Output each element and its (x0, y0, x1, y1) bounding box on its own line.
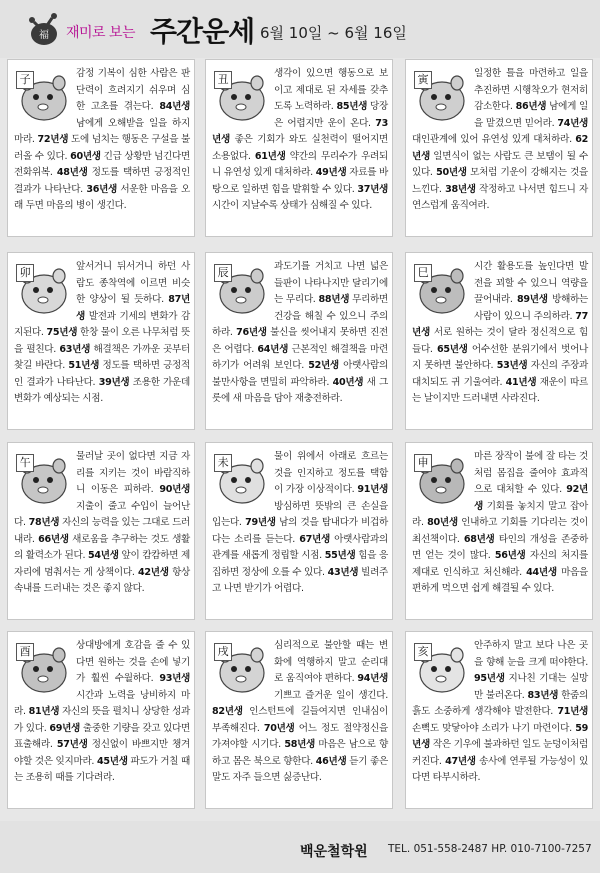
fortune-body: 심리적으로 불안할 때는 변화에 역행하지 말고 순리대로 움직여야 편하다. 94년생 기쁘고 즐거운 일이 생긴다. 82년생 인스턴트에 길들여지면 인내심이 부족해진다. 70년생 어느 정도 절약정신을 가져야할 시기다. 58년생 마음은 남으로 향하고 몸은 북으로 향한다. 46년생 듣기 좋은 말도 자주 들으면 싫증난다. (212, 640, 388, 783)
fortune-card (205, 252, 393, 430)
fortune-body: 마른 장작이 불에 잘 타는 것처럼 몸집을 줄여야 효과적으로 대처할 수 있다. 92년생 기회를 놓치지 말고 잡아라. 80년생 인내하고 기회를 기다리는 것이 최선책이다. 68년생 타인의 개성을 존중하면 얻는 것이 많다. 56년생 자신의 처지를 제대로 인식하고 처신해라. 44년생 마음을 편하게 먹으면 쉽게 해결될 수 있다. (412, 451, 589, 594)
dog-icon (212, 641, 268, 697)
horse-icon (14, 452, 70, 508)
zodiac-sign-label: 卯 (16, 264, 34, 282)
fortune-text (412, 66, 588, 215)
fortune-text (14, 638, 190, 787)
fortune-text (412, 449, 588, 598)
fortune-text (14, 259, 190, 408)
zodiac-sign-label: 午 (16, 454, 34, 472)
snake-icon (412, 262, 468, 318)
fortune-card (405, 442, 593, 620)
zodiac-sign-label: 寅 (414, 71, 432, 89)
tiger-icon (412, 69, 468, 125)
fortune-card (205, 442, 393, 620)
header-subtitle: 재미로 보는 (66, 25, 136, 41)
zodiac-sign-label: 辰 (214, 264, 232, 282)
ox-icon (212, 69, 268, 125)
date-range: 6월 10일 ~ 6월 16일 (260, 24, 407, 42)
fortune-body: 생각이 있으면 행동으로 보이고 제대로 된 자세를 갖추도록 노력하라. 85년생 당장은 어렵지만 운이 온다. 73년생 좋은 기회가 와도 실천력이 떨어지면 소용없다. 61년생 약간의 무리수가 우려되니 유연성 있게 대처하라. 49년생 자료를 바탕으로 일하면 힘을 발휘할 수 있다. 37년생 시간이 지날수록 상태가 심해질 수 있다. (212, 68, 388, 211)
fortune-text (212, 66, 388, 215)
fortune-body: 과도기를 거치고 나면 넓은 들판이 나타나지만 달리기에는 무리다. 88년생 무리하면 건강을 해칠 수 있으니 주의하라. 76년생 불신을 씻어내지 못하면 진전은 어렵다. 64년생 근본적인 해결책을 마련하기가 어려워 보인다. 52년생 아랫사람의 불만사항을 면밀히 파악하라. 40년생 새 그릇에 새 마음을 담아 재충전하라. (212, 261, 389, 404)
zodiac-sign-label: 未 (214, 454, 232, 472)
fortune-text (412, 638, 588, 787)
dragon-icon (212, 262, 268, 318)
fortune-body: 시간 활용도를 높인다면 발전을 꾀할 수 있으니 역량을 끌어내라. 89년생 방해하는 사람이 있으니 주의하라. 77년생 서로 원하는 것이 달라 정신적으로 힘들다. 65년생 어수선한 분위기에서 벗어나지 못하면 불안하다. 53년생 자신의 주장과 대치되도 귀 기울여라. 41년생 재운이 따르는 날이지만 드러내면 사라진다. (412, 261, 589, 404)
fortune-text (212, 638, 388, 787)
publisher-contact: TEL. 051-558-2487 HP. 010-7100-7257 (388, 843, 592, 855)
fortune-card (7, 252, 195, 430)
fortune-text (14, 449, 190, 598)
publisher-name: 백운철학원 (300, 844, 368, 860)
zodiac-grid (7, 59, 593, 821)
fortune-card (405, 631, 593, 809)
svg-text:福: 福 (39, 30, 49, 41)
fortune-card (405, 59, 593, 237)
fortune-card (7, 59, 195, 237)
zodiac-sign-label: 丑 (214, 71, 232, 89)
fortune-text (212, 259, 388, 408)
fortune-text (14, 66, 190, 215)
rooster-icon (14, 641, 70, 697)
zodiac-sign-label: 亥 (414, 643, 432, 661)
pig-icon (412, 641, 468, 697)
zodiac-sign-label: 酉 (16, 643, 34, 661)
fortune-text (412, 259, 588, 408)
zodiac-sign-label: 戌 (214, 643, 232, 661)
sheep-icon (212, 452, 268, 508)
zodiac-sign-label: 巳 (414, 264, 432, 282)
fortune-card (205, 631, 393, 809)
rat-icon (14, 69, 70, 125)
fortune-body: 상대방에게 호감을 줄 수 있다면 원하는 것을 손에 넣기가 훨씬 수월하다. 93년생 시간과 노력을 낭비하지 마라. 81년생 자신의 뜻을 펼치니 상당한 성과가 있다. 69년생 출중한 기량을 갖고 있다면 표출해라. 57년생 정신없이 바쁘지만 챙겨야할 것은 잊지마라. 45년생 파도가 거칠 때는 조용히 때를 기다려라. (14, 640, 191, 783)
fortune-body: 일정한 틀을 마련하고 일을 추진하면 시행착오가 현저히 감소한다. 86년생 남에게 일을 맡겼으면 믿어라. 74년생 대인관계에 있어 유연성 있게 대처하라. 62년생 일면식이 없는 사람도 큰 보탬이 될 수 있다. 50년생 모처럼 기운이 강해지는 것을 느낀다. 38년생 작정하고 나서면 힘드니 자연스럽게 움직여라. (412, 68, 589, 211)
fortune-card (405, 252, 593, 430)
zodiac-sign-label: 子 (16, 71, 34, 89)
fortune-pouch-icon (22, 8, 62, 48)
fortune-text (212, 449, 388, 598)
fortune-body: 감정 기복이 심한 사람은 판단력이 흐려지기 쉬우며 심한 고초를 겪는다. 84년생 남에게 오해받을 일을 하지 마라. 72년생 도에 넘치는 행동은 구설을 불러올 수 있다. 60년생 긴급 상황만 넘긴다면 전화위복. 48년생 정도를 택하면 긍정적인 결과가 나타난다. 36년생 서운한 마음을 오래 두면 마음의 병이 생긴다. (14, 68, 191, 211)
rabbit-icon (14, 262, 70, 318)
page-header (0, 0, 600, 58)
fortune-card (7, 631, 195, 809)
fortune-body: 물이 위에서 아래로 흐르는 것을 인지하고 정도를 택함이 가장 이상적이다. 91년생 방심하면 뜻밖의 큰 손실을 입는다. 79년생 남의 것을 탐내다가 비겁하다는 소리를 듣는다. 67년생 아랫사람과의 관계를 새롭게 정립할 시점. 55년생 힘을 응집하면 정상에 오를 수 있다. 43년생 빌려주고 나면 받기가 어렵다. (212, 451, 389, 594)
monkey-icon (412, 452, 468, 508)
fortune-card (7, 442, 195, 620)
fortune-body: 물러날 곳이 없다면 지금 자리를 지키는 것이 바람직하니 이동은 피하라. 90년생 지출이 줄고 수입이 늘어난다. 78년생 자신의 능력을 있는 그대로 드러내라. 66년생 새로움을 추구하는 것도 생활의 활력소가 된다. 54년생 앞이 캄캄하면 제자리에 멈춰서는 게 상책이다. 42년생 항상 속내를 드러내는 것은 좋지 않다. (14, 451, 191, 594)
page-footer (0, 821, 600, 873)
fortune-body: 앞서거니 뒤서거니 하던 사람도 종착역에 이르면 비슷한 양상이 될 듯하다. 87년생 발전과 기세의 변화가 감지된다. 75년생 한창 물이 오른 나무처럼 뜻을 펼친다. 63년생 해결책은 가까운 곳부터 찾길 바란다. 51년생 정도를 택하면 긍정적인 결과가 나타난다. 39년생 조용한 가운데 변화가 예상되는 시점. (14, 261, 190, 404)
page-title: 주간운세 (150, 15, 255, 48)
fortune-card (205, 59, 393, 237)
zodiac-sign-label: 申 (414, 454, 432, 472)
fortune-body: 안주하지 말고 보다 나은 곳을 향해 눈을 크게 떠야한다. 95년생 지나친 기대는 실망만 불러온다. 83년생 한줌의 흙도 소중하게 생각해야 발전한다. 71년생 손뼉도 맞닿아야 소리가 나기 마련이다. 59년생 작은 기우에 불과하던 일도 눈덩이처럼 커진다. 47년생 송사에 연루될 가능성이 있다면 타부시하라. (412, 640, 588, 783)
